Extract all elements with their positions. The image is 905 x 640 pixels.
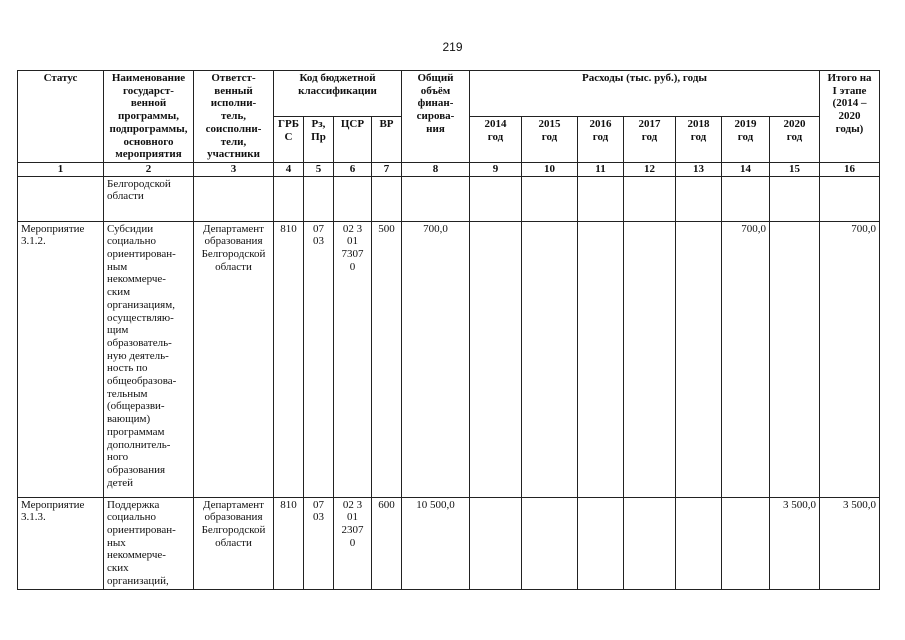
header-csr: ЦСР: [334, 116, 372, 162]
column-number: 12: [624, 162, 676, 176]
header-status: Статус: [18, 71, 104, 163]
header-expenses: Расходы (тыс. руб.), годы: [470, 71, 820, 117]
cell-rzpr: 07 03: [304, 497, 334, 589]
header-year-2019: 2019 год: [722, 116, 770, 162]
cell-rzpr: 07 03: [304, 221, 334, 497]
cell-grbs: 810: [274, 497, 304, 589]
header-year-2015: 2015 год: [522, 116, 578, 162]
cell-year: [578, 221, 624, 497]
header-executor: Ответст- венный исполни- тель, соисполни- тели, участники: [194, 71, 274, 163]
budget-table: [17, 70, 880, 590]
column-number: 15: [770, 162, 820, 176]
header-year-2020: 2020 год: [770, 116, 820, 162]
column-number: 3: [194, 162, 274, 176]
cell-year: [470, 221, 522, 497]
cell-year: [770, 221, 820, 497]
header-year-2017: 2017 год: [624, 116, 676, 162]
cell-name: Белгородской области: [104, 176, 194, 221]
cell-year: [624, 221, 676, 497]
cell-stage-total: 700,0: [820, 221, 880, 497]
header-row: [18, 71, 880, 117]
header-total-volume: Общий объём финан- сирова- ния: [402, 71, 470, 163]
column-number: 16: [820, 162, 880, 176]
table-row: [18, 176, 880, 221]
column-number-row: [18, 162, 880, 176]
cell-executor: [194, 176, 274, 221]
cell-year: [578, 497, 624, 589]
cell-grbs: 810: [274, 221, 304, 497]
cell-grbs: [274, 176, 304, 221]
header-name: Наименование государст- венной программы, подпрограммы, основного мероприятия: [104, 71, 194, 163]
cell-vr: 600: [372, 497, 402, 589]
table-row: [18, 497, 880, 589]
cell-year: [722, 497, 770, 589]
cell-year: [522, 221, 578, 497]
cell-year: 700,0: [722, 221, 770, 497]
cell-csr: [334, 176, 372, 221]
cell-vr: 500: [372, 221, 402, 497]
cell-name: Субсидии социально ориентирован- ным некоммерче- ским организациям, осуществляю- щим образователь- ную деятель- ность по общеобразова- тельным (общеразви- вающим) программам дополнитель- ного образования детей: [104, 221, 194, 497]
column-number: 5: [304, 162, 334, 176]
cell-status: [18, 176, 104, 221]
cell-year: [470, 176, 522, 221]
cell-vr: [372, 176, 402, 221]
header-year-2016: 2016 год: [578, 116, 624, 162]
cell-year: 3 500,0: [770, 497, 820, 589]
cell-year: [522, 176, 578, 221]
cell-year: [470, 497, 522, 589]
cell-year: [770, 176, 820, 221]
cell-name: Поддержка социально ориентирован- ных некоммерче- ских организаций,: [104, 497, 194, 589]
column-number: 11: [578, 162, 624, 176]
column-number: 14: [722, 162, 770, 176]
cell-year: [676, 221, 722, 497]
cell-year: [624, 497, 676, 589]
column-number: 9: [470, 162, 522, 176]
cell-csr: 02 3 01 7307 0: [334, 221, 372, 497]
header-budget-code: Код бюджетной классификации: [274, 71, 402, 117]
column-number: 2: [104, 162, 194, 176]
header-grbs: ГРБ С: [274, 116, 304, 162]
cell-status: Мероприятие 3.1.2.: [18, 221, 104, 497]
header-rzpr: Рз, Пр: [304, 116, 334, 162]
column-number: 10: [522, 162, 578, 176]
cell-executor: Департамент образования Белгородской области: [194, 221, 274, 497]
cell-total: 10 500,0: [402, 497, 470, 589]
cell-rzpr: [304, 176, 334, 221]
column-number: 4: [274, 162, 304, 176]
cell-csr: 02 3 01 2307 0: [334, 497, 372, 589]
cell-year: [722, 176, 770, 221]
cell-total: [402, 176, 470, 221]
column-number: 13: [676, 162, 722, 176]
column-number: 6: [334, 162, 372, 176]
header-year-2018: 2018 год: [676, 116, 722, 162]
cell-total: 700,0: [402, 221, 470, 497]
column-number: 1: [18, 162, 104, 176]
header-year-2014: 2014 год: [470, 116, 522, 162]
table-row: [18, 221, 880, 497]
cell-stage-total: 3 500,0: [820, 497, 880, 589]
header-vr: ВР: [372, 116, 402, 162]
column-number: 7: [372, 162, 402, 176]
cell-year: [676, 497, 722, 589]
cell-stage-total: [820, 176, 880, 221]
cell-year: [624, 176, 676, 221]
cell-executor: Департамент образования Белгородской области: [194, 497, 274, 589]
cell-year: [578, 176, 624, 221]
column-number: 8: [402, 162, 470, 176]
page-number: 219: [442, 40, 463, 54]
header-stage-total: Итого на I этапе (2014 – 2020 годы): [820, 71, 880, 163]
cell-year: [522, 497, 578, 589]
cell-status: Мероприятие 3.1.3.: [18, 497, 104, 589]
cell-year: [676, 176, 722, 221]
